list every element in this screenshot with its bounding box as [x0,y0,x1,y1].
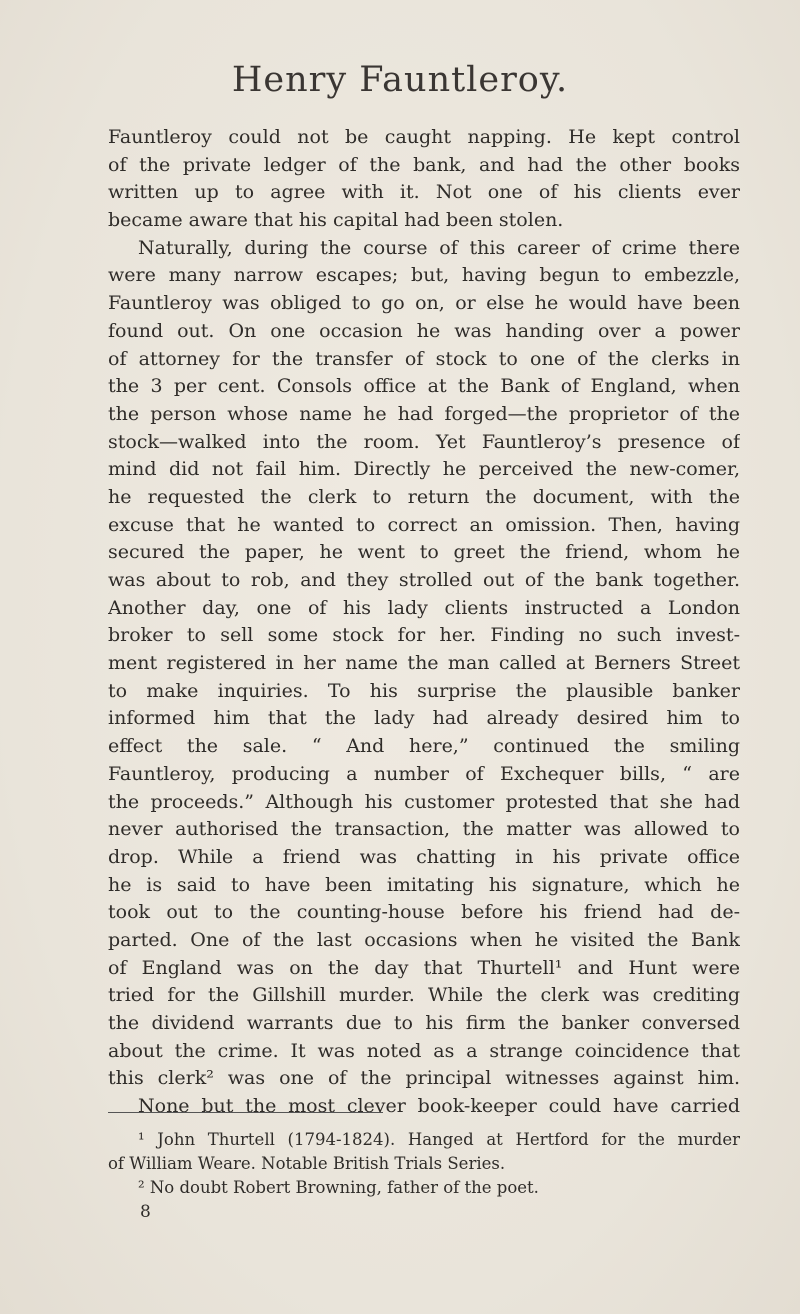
body-line: ment registered in her name the man called at Berners Street [108,652,740,675]
body-text [108,124,740,1121]
body-line: about the crime. It was noted as a strange coincidence that [108,1039,740,1062]
body-line: Fauntleroy was obliged to go on, or else he would have been [108,292,740,315]
body-line: excuse that he wanted to correct an omission. Then, having [108,513,740,536]
body-line: mind did not fail him. Directly he perceived the new-comer, [108,458,740,481]
body-line: this clerk² was one of the principal witnesses against him. [108,1067,740,1090]
running-head: Henry Fauntleroy. [231,60,569,100]
body-line: of attorney for the transfer of stock to one of the clerks in [108,347,740,370]
body-line: he is said to have been imitating his signature, which he [108,873,740,896]
body-line: stock—walked into the room. Yet Fauntleroy’s presence of [108,430,740,453]
footnotes [108,1128,740,1200]
footnote-rule [108,1112,383,1113]
body-line: the proceeds.” Although his customer protested that she had [108,790,740,813]
footnote-line: ² No doubt Robert Browning, father of the poet. [138,1178,539,1197]
body-line: Fauntleroy, producing a number of Exchequer bills, “ are [108,762,740,785]
body-line: to make inquiries. To his surprise the plausible banker [108,679,740,702]
body-line: the dividend warrants due to his firm the banker conversed [108,1012,740,1034]
body-line: effect the sale. “ And here,” continued the smiling [108,735,740,758]
body-line: found out. On one occasion he was handing over a power [108,319,740,342]
page-number: 8 [140,1202,151,1222]
body-line: the 3 per cent. Consols office at the Bank of England, when [108,375,740,398]
body-line: of England was on the day that Thurtell¹ and Hunt were [108,956,740,979]
body-line: broker to sell some stock for her. Finding no such invest- [108,624,740,647]
body-line: became aware that his capital had been stolen. [108,209,564,232]
body-line: None but the most clever book-keeper could have carried [138,1095,740,1118]
body-line: Naturally, during the course of this career of crime there [138,236,740,259]
body-line: the person whose name he had forged—the proprietor of the [108,402,740,425]
footnote-line: ¹ John Thurtell (1794-1824). Hanged at Hertford for the murder [138,1130,740,1149]
body-line: took out to the counting-house before his friend had de- [108,901,740,924]
body-line: Fauntleroy could not be caught napping. He kept control [108,126,740,148]
body-line: never authorised the transaction, the matter was allowed to [108,818,740,841]
body-line: of the private ledger of the bank, and had the other books [108,153,740,176]
body-line: secured the paper, he went to greet the friend, whom he [108,541,740,564]
body-line: Another day, one of his lady clients instructed a London [108,596,740,619]
body-line: was about to rob, and they strolled out of the bank together. [108,569,740,591]
body-line: informed him that the lady had already desired him to [108,707,740,730]
body-line: tried for the Gillshill murder. While the clerk was crediting [108,984,740,1007]
body-line: written up to agree with it. Not one of his clients ever [108,181,740,204]
body-line: were many narrow escapes; but, having begun to embezzle, [108,264,740,287]
body-line: drop. While a friend was chatting in his private office [108,845,740,868]
footnote-line: of William Weare. Notable British Trials Series. [108,1154,506,1173]
body-line: parted. One of the last occasions when he visited the Bank [108,928,740,951]
body-line: he requested the clerk to return the document, with the [108,485,740,508]
